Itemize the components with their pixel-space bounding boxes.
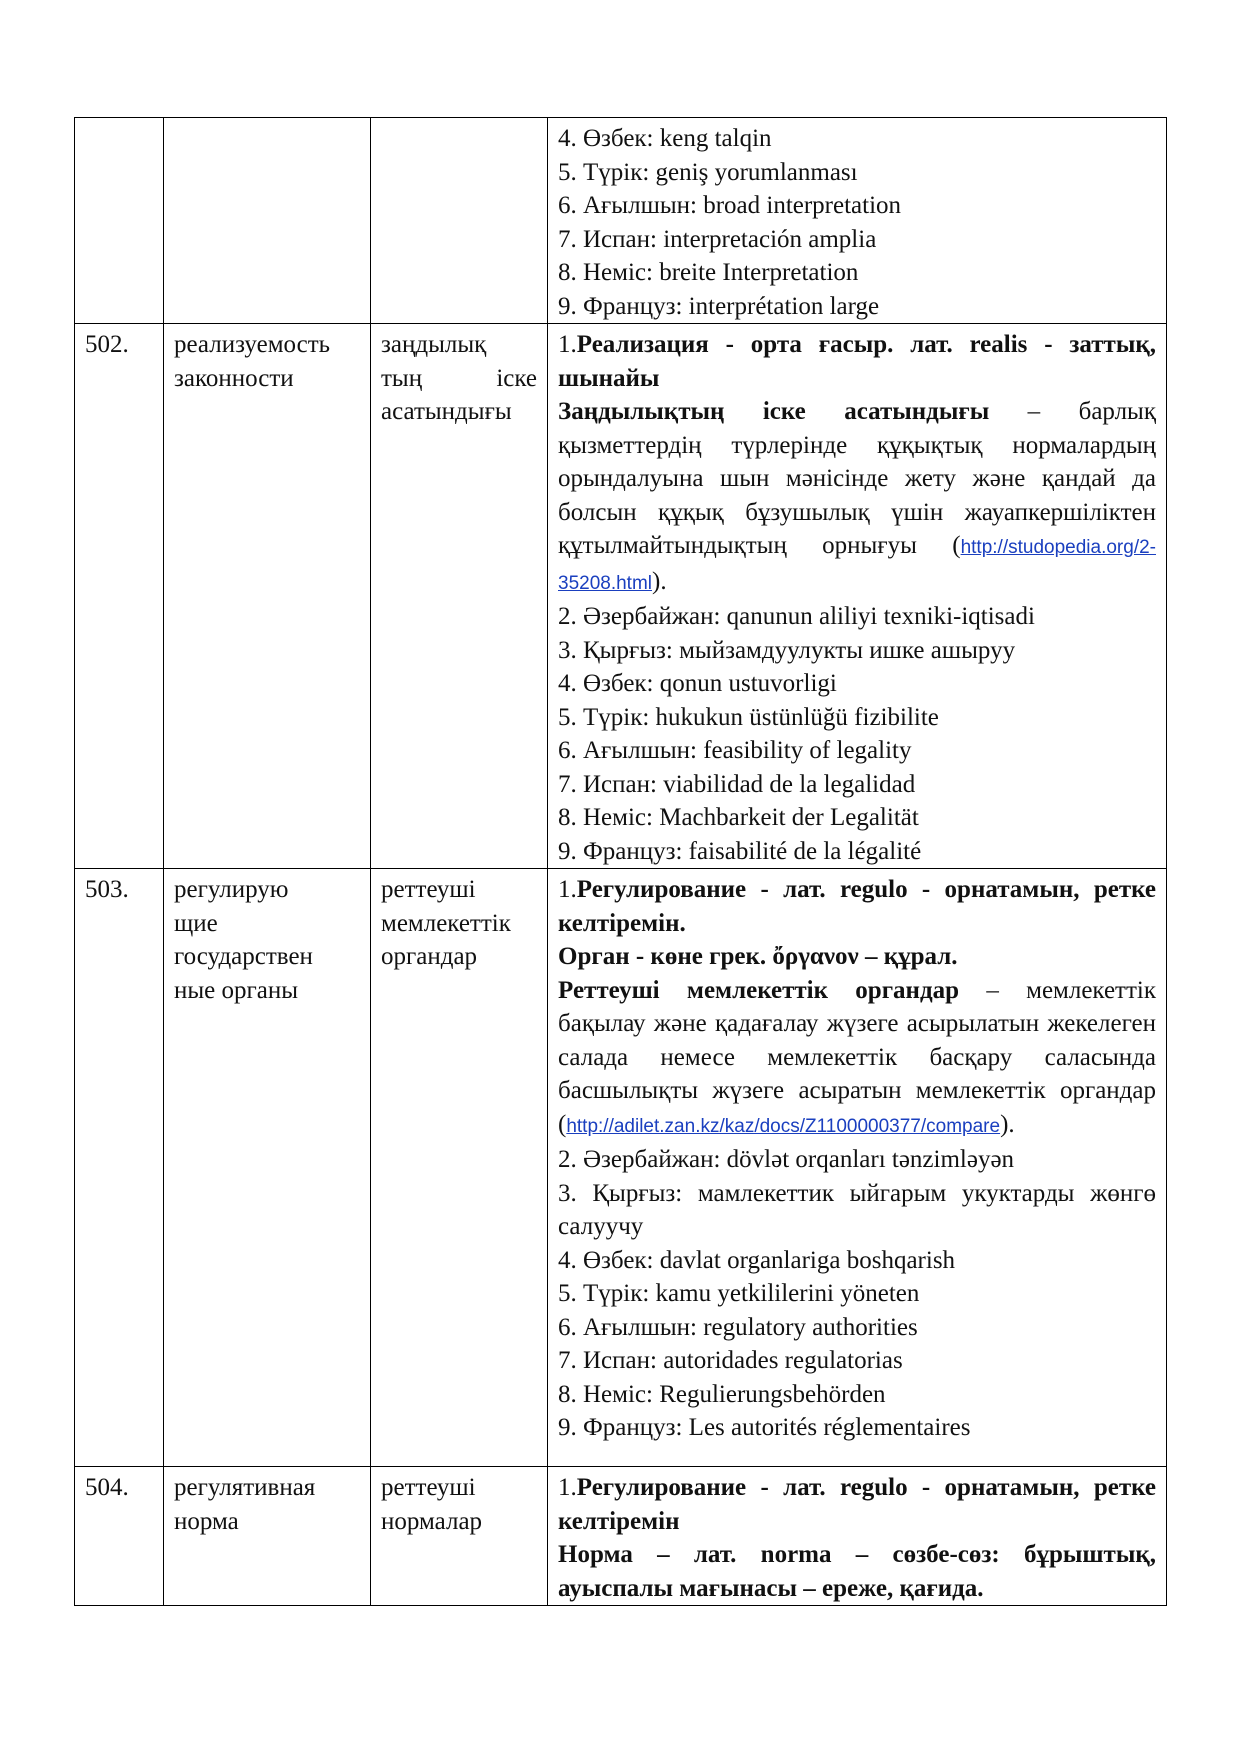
russian-term	[164, 1467, 371, 1606]
kazakh-term	[371, 869, 548, 1467]
translation-turkish: 5. Түрік: hukukun üstünlüğü fizibilite	[558, 703, 939, 731]
russian-term	[164, 869, 371, 1467]
entry-number: 502.	[75, 324, 164, 869]
definition	[558, 974, 1156, 1144]
translation-german: 8. Неміс: breite Interpretation	[558, 259, 859, 286]
translation-uzbek: 4. Өзбек: davlat organlariga boshqarish	[558, 1246, 956, 1274]
description-cell	[548, 324, 1167, 869]
russian-term-line: регулятивная	[174, 1474, 316, 1501]
source-link[interactable]: http://studopedia.org/2-35208.html	[558, 537, 1156, 594]
kazakh-term	[371, 324, 548, 869]
translation-azerbaijani: 2. Әзербайжан: dövlət orqanları tənzimləyən	[558, 1146, 1015, 1173]
definition-term: Заңдылықтың іске асатындығы	[558, 398, 990, 425]
kazakh-term-line: реттеуші	[381, 1474, 476, 1501]
translation-english: 6. Ағылшын: regulatory authorities	[558, 1313, 918, 1341]
etymology-text: Регулирование - лат. regulo - орнатамын, ретке келтіремін	[558, 1474, 1156, 1535]
kazakh-term	[371, 1467, 548, 1606]
entry-number	[75, 118, 164, 324]
kazakh-term-line: мемлекеттік	[381, 909, 511, 937]
item-number: 1.	[558, 1474, 577, 1501]
definition-text: – мемлекеттік бақылау және қадағалау жүзеге асырылатын жекелеген салада немесе мемлекеттік басқару саласында басшылықты жүзеге асыратын мемлекеттік органдар (	[558, 976, 1156, 1138]
definition-term: Реттеуші мемлекеттік органдар	[558, 976, 960, 1004]
table-row	[75, 1467, 1167, 1606]
kazakh-term	[371, 118, 548, 324]
translation-french: 9. Француз: Les autorités réglementaires	[558, 1414, 971, 1441]
russian-term-line: норма	[174, 1507, 239, 1535]
source-link[interactable]: http://adilet.zan.kz/kaz/docs/Z1100000377/compare	[566, 1115, 1001, 1137]
table-row	[75, 324, 1167, 869]
definition-end: ).	[1000, 1110, 1015, 1138]
translation-english: 6. Ағылшын: feasibility of legality	[558, 737, 912, 764]
etymology-note	[558, 1471, 1156, 1538]
translation-turkish: 5. Түрік: geniş yorumlanması	[558, 158, 858, 186]
definition-end: ).	[652, 567, 667, 595]
russian-term-line: щие	[174, 909, 218, 937]
etymology-text: Реализация - орта ғасыр. лат. realis - заттық, шынайы	[558, 331, 1156, 392]
translation-kyrgyz: 3. Қырғыз: мамлекеттик ыйгарым укуктарды жөнгө салуучу	[558, 1179, 1156, 1240]
kazakh-term-line: органдар	[381, 943, 478, 970]
kazakh-term-line: нормалар	[381, 1507, 483, 1535]
glossary-table	[74, 117, 1167, 1606]
translation-spanish: 7. Испан: viabilidad de la legalidad	[558, 770, 916, 798]
item-number: 1.	[558, 876, 577, 903]
item-number: 1.	[558, 331, 577, 358]
translation-german: 8. Неміс: Regulierungsbehörden	[558, 1380, 886, 1408]
russian-term	[164, 118, 371, 324]
description-cell	[548, 118, 1167, 324]
translation-uzbek: 4. Өзбек: keng talqin	[558, 125, 772, 152]
description-cell	[548, 869, 1167, 1467]
translation-turkish: 5. Түрік: kamu yetkililerini yöneten	[558, 1280, 920, 1307]
entry-number: 504.	[75, 1467, 164, 1606]
russian-term-line: государствен	[174, 943, 313, 970]
translation-kyrgyz: 3. Қырғыз: мыйзамдуулукты ишке ашыруу	[558, 636, 1016, 664]
etymology-text: Регулирование - лат. regulo - орнатамын, ретке келтіремін.	[558, 876, 1156, 937]
etymology-note	[558, 873, 1156, 940]
table-row	[75, 869, 1167, 1467]
translation-german: 8. Неміс: Machbarkeit der Legalität	[558, 804, 919, 831]
description-cell	[548, 1467, 1167, 1606]
translation-uzbek: 4. Өзбек: qonun ustuvorligi	[558, 670, 837, 697]
definition-text: – барлық қызметтердің түрлерінде құқықтық нормалардың орындалуына шын мәнісінде жету және қандай да болсын құқық бұзушылық үшін жауапкершіліктен құтылмайтындықтың орнығуы (	[558, 398, 1156, 559]
etymology-note	[558, 328, 1156, 395]
table-row	[75, 118, 1167, 324]
etymology-note: Норма – лат. norma – сөзбе-сөз: бұрыштық, ауыспалы мағынасы – ереже, қағида.	[558, 1541, 1156, 1602]
kazakh-term-line: асатындығы	[381, 398, 512, 425]
russian-term-line: регулирую	[174, 876, 289, 903]
entry-number: 503.	[75, 869, 164, 1467]
kazakh-term-line: тың іске	[381, 364, 537, 392]
russian-term: реализуемость законности	[164, 324, 371, 869]
translation-french: 9. Француз: interprétation large	[558, 292, 880, 320]
translation-spanish: 7. Испан: autoridades regulatorias	[558, 1347, 903, 1374]
kazakh-term-line: реттеуші	[381, 876, 476, 903]
definition	[558, 395, 1156, 600]
translation-english: 6. Ағылшын: broad interpretation	[558, 192, 902, 219]
etymology-note: Орган - көне грек. ὄργανον – құрал.	[558, 943, 958, 970]
translation-spanish: 7. Испан: interpretación amplia	[558, 225, 877, 253]
translation-french: 9. Француз: faisabilité de la légalité	[558, 837, 922, 865]
kazakh-term-line: заңдылық	[381, 331, 487, 358]
russian-term-line: ные органы	[174, 976, 299, 1004]
translation-azerbaijani: 2. Әзербайжан: qanunun aliliyi texniki-iqtisadi	[558, 603, 1035, 630]
